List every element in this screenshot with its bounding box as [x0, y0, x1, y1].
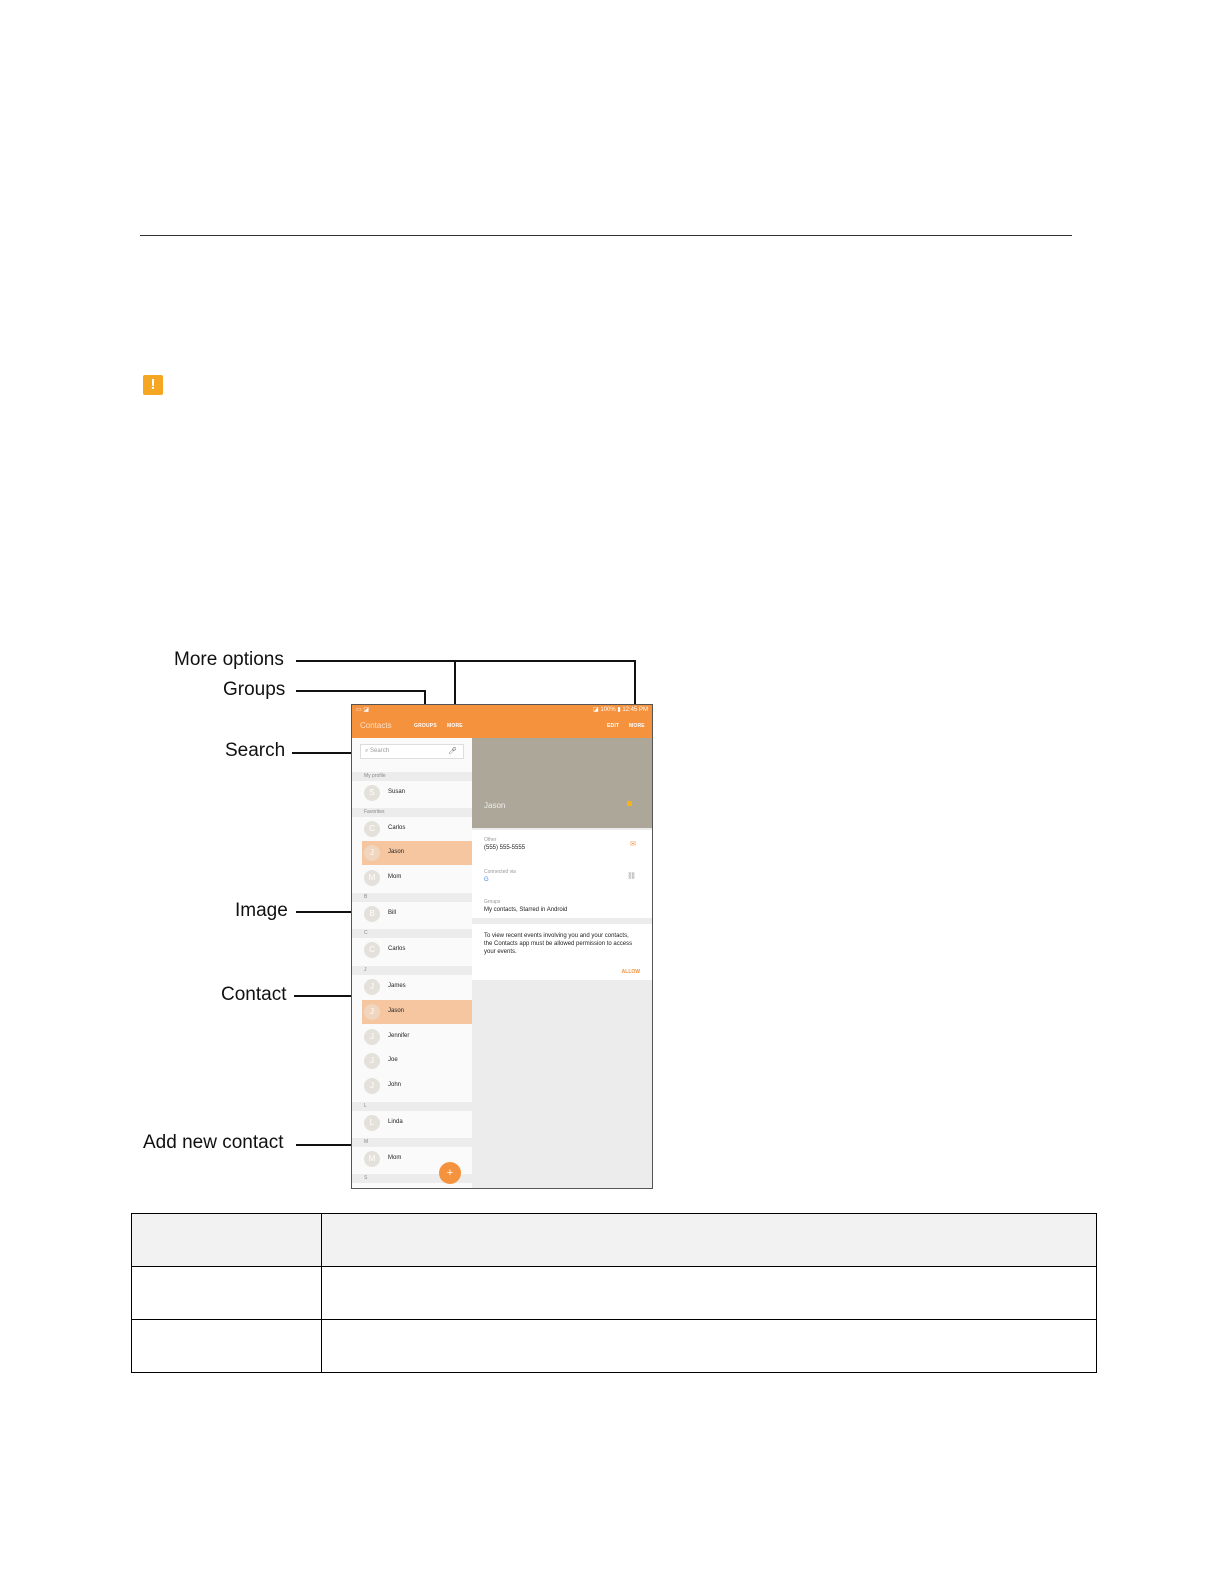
contact-name: Joe: [388, 1057, 398, 1063]
contact-name: Mom: [388, 874, 402, 880]
avatar: J: [364, 1029, 380, 1045]
contact-list-pane: [352, 738, 472, 1188]
section-j: J: [352, 966, 472, 975]
app-title: Contacts: [360, 721, 392, 730]
callout-image: Image: [235, 900, 288, 921]
leader-groups: [296, 690, 426, 692]
callout-search: Search: [225, 740, 286, 761]
edit-button[interactable]: EDIT: [607, 723, 620, 729]
list-item[interactable]: [352, 817, 472, 841]
contact-name: John: [388, 1082, 402, 1088]
phone-value[interactable]: (555) 555-5555: [484, 845, 526, 851]
status-bar: [352, 705, 652, 715]
list-item[interactable]: [352, 902, 472, 926]
permission-card: [472, 924, 652, 980]
table-row: [132, 1320, 1097, 1373]
detail-contact-name: Jason: [484, 801, 506, 810]
section-favorites: Favorites: [352, 808, 472, 817]
callout-description-table: [131, 1213, 1097, 1373]
contact-name: Jason: [388, 1008, 405, 1014]
list-item-selected[interactable]: [362, 1000, 472, 1024]
microphone-icon[interactable]: 🎤︎: [448, 748, 457, 755]
groups-label: Groups: [484, 899, 501, 905]
google-icon: G: [484, 877, 489, 883]
contacts-screenshot: [351, 704, 653, 1189]
avatar: M: [364, 870, 380, 886]
list-item[interactable]: [352, 1025, 472, 1049]
contact-header: [472, 738, 652, 828]
contact-name: Carlos: [388, 825, 406, 831]
allow-button[interactable]: ALLOW: [621, 969, 640, 975]
contact-name: Carlos: [388, 946, 406, 952]
contact-name: Jason: [388, 849, 405, 855]
groups-button[interactable]: GROUPS: [414, 723, 437, 729]
callout-groups: Groups: [223, 679, 286, 700]
add-contact-button[interactable]: [439, 1162, 461, 1184]
avatar: L: [364, 1115, 380, 1131]
add-person-icon: +: [446, 1167, 454, 1179]
table-cell: [322, 1320, 1097, 1373]
callout-contact: Contact: [221, 984, 287, 1005]
table-header-row: [132, 1214, 1097, 1267]
message-icon[interactable]: ✉: [630, 841, 636, 848]
status-right: ◪ 100% ▮ 12:45 PM: [593, 707, 648, 713]
section-c: C: [352, 929, 472, 938]
avatar: C: [364, 942, 380, 958]
section-my-profile: My profile: [352, 772, 472, 781]
search-input[interactable]: [360, 744, 464, 759]
more-options-detail-button[interactable]: MORE: [629, 723, 645, 729]
callout-more-options: More options: [174, 649, 284, 670]
contact-detail-pane: [472, 738, 652, 1188]
status-left-icons: ▭ ◪: [356, 707, 370, 713]
section-s: S: [352, 1174, 472, 1183]
table-cell: [132, 1214, 322, 1267]
section-b: B: [352, 893, 472, 902]
list-item[interactable]: [352, 938, 472, 962]
list-item[interactable]: [352, 975, 472, 999]
more-options-button[interactable]: MORE: [447, 723, 463, 729]
app-bar: [352, 715, 652, 738]
section-m: M: [352, 1138, 472, 1147]
search-icon: ⌕: [365, 748, 371, 754]
avatar: J: [364, 1004, 380, 1020]
section-l: L: [352, 1102, 472, 1111]
contact-name: Bill: [388, 910, 397, 916]
contact-name: Mom: [388, 1155, 402, 1161]
list-item[interactable]: [352, 1049, 472, 1073]
contact-name: Susan: [388, 789, 406, 795]
list-item[interactable]: [352, 781, 472, 805]
connected-label: Connected via: [484, 869, 516, 875]
groups-value: My contacts, Starred in Android: [484, 907, 568, 913]
list-item[interactable]: [352, 1111, 472, 1135]
phone-label: Other: [484, 837, 497, 843]
warning-icon: !: [143, 375, 163, 395]
avatar: J: [364, 979, 380, 995]
table-cell: [322, 1267, 1097, 1320]
avatar: B: [364, 906, 380, 922]
table-cell: [132, 1267, 322, 1320]
link-icon[interactable]: ⛓: [627, 873, 636, 880]
avatar: M: [364, 1151, 380, 1167]
contact-name: James: [388, 983, 406, 989]
contact-name: Jennifer: [388, 1033, 410, 1039]
list-item[interactable]: [352, 866, 472, 890]
table-row: [132, 1267, 1097, 1320]
detail-card: [472, 830, 652, 918]
avatar: J: [364, 845, 380, 861]
header-rule: [140, 235, 1072, 236]
list-item-selected[interactable]: [362, 841, 472, 865]
search-placeholder: Search: [370, 748, 390, 754]
avatar: J: [364, 1053, 380, 1069]
table-cell: [322, 1214, 1097, 1267]
table-cell: [132, 1320, 322, 1373]
avatar: S: [364, 785, 380, 801]
avatar: J: [364, 1078, 380, 1094]
list-item[interactable]: [352, 1074, 472, 1098]
avatar: C: [364, 821, 380, 837]
favorite-star-icon[interactable]: [627, 801, 632, 806]
contact-name: Linda: [388, 1119, 403, 1125]
permission-text: To view recent events involving you and your contacts, the Contacts app must be allowed permission to access your events.: [484, 933, 633, 955]
callout-add-new-contact: Add new contact: [143, 1132, 284, 1153]
leader-more-options: [296, 660, 636, 662]
